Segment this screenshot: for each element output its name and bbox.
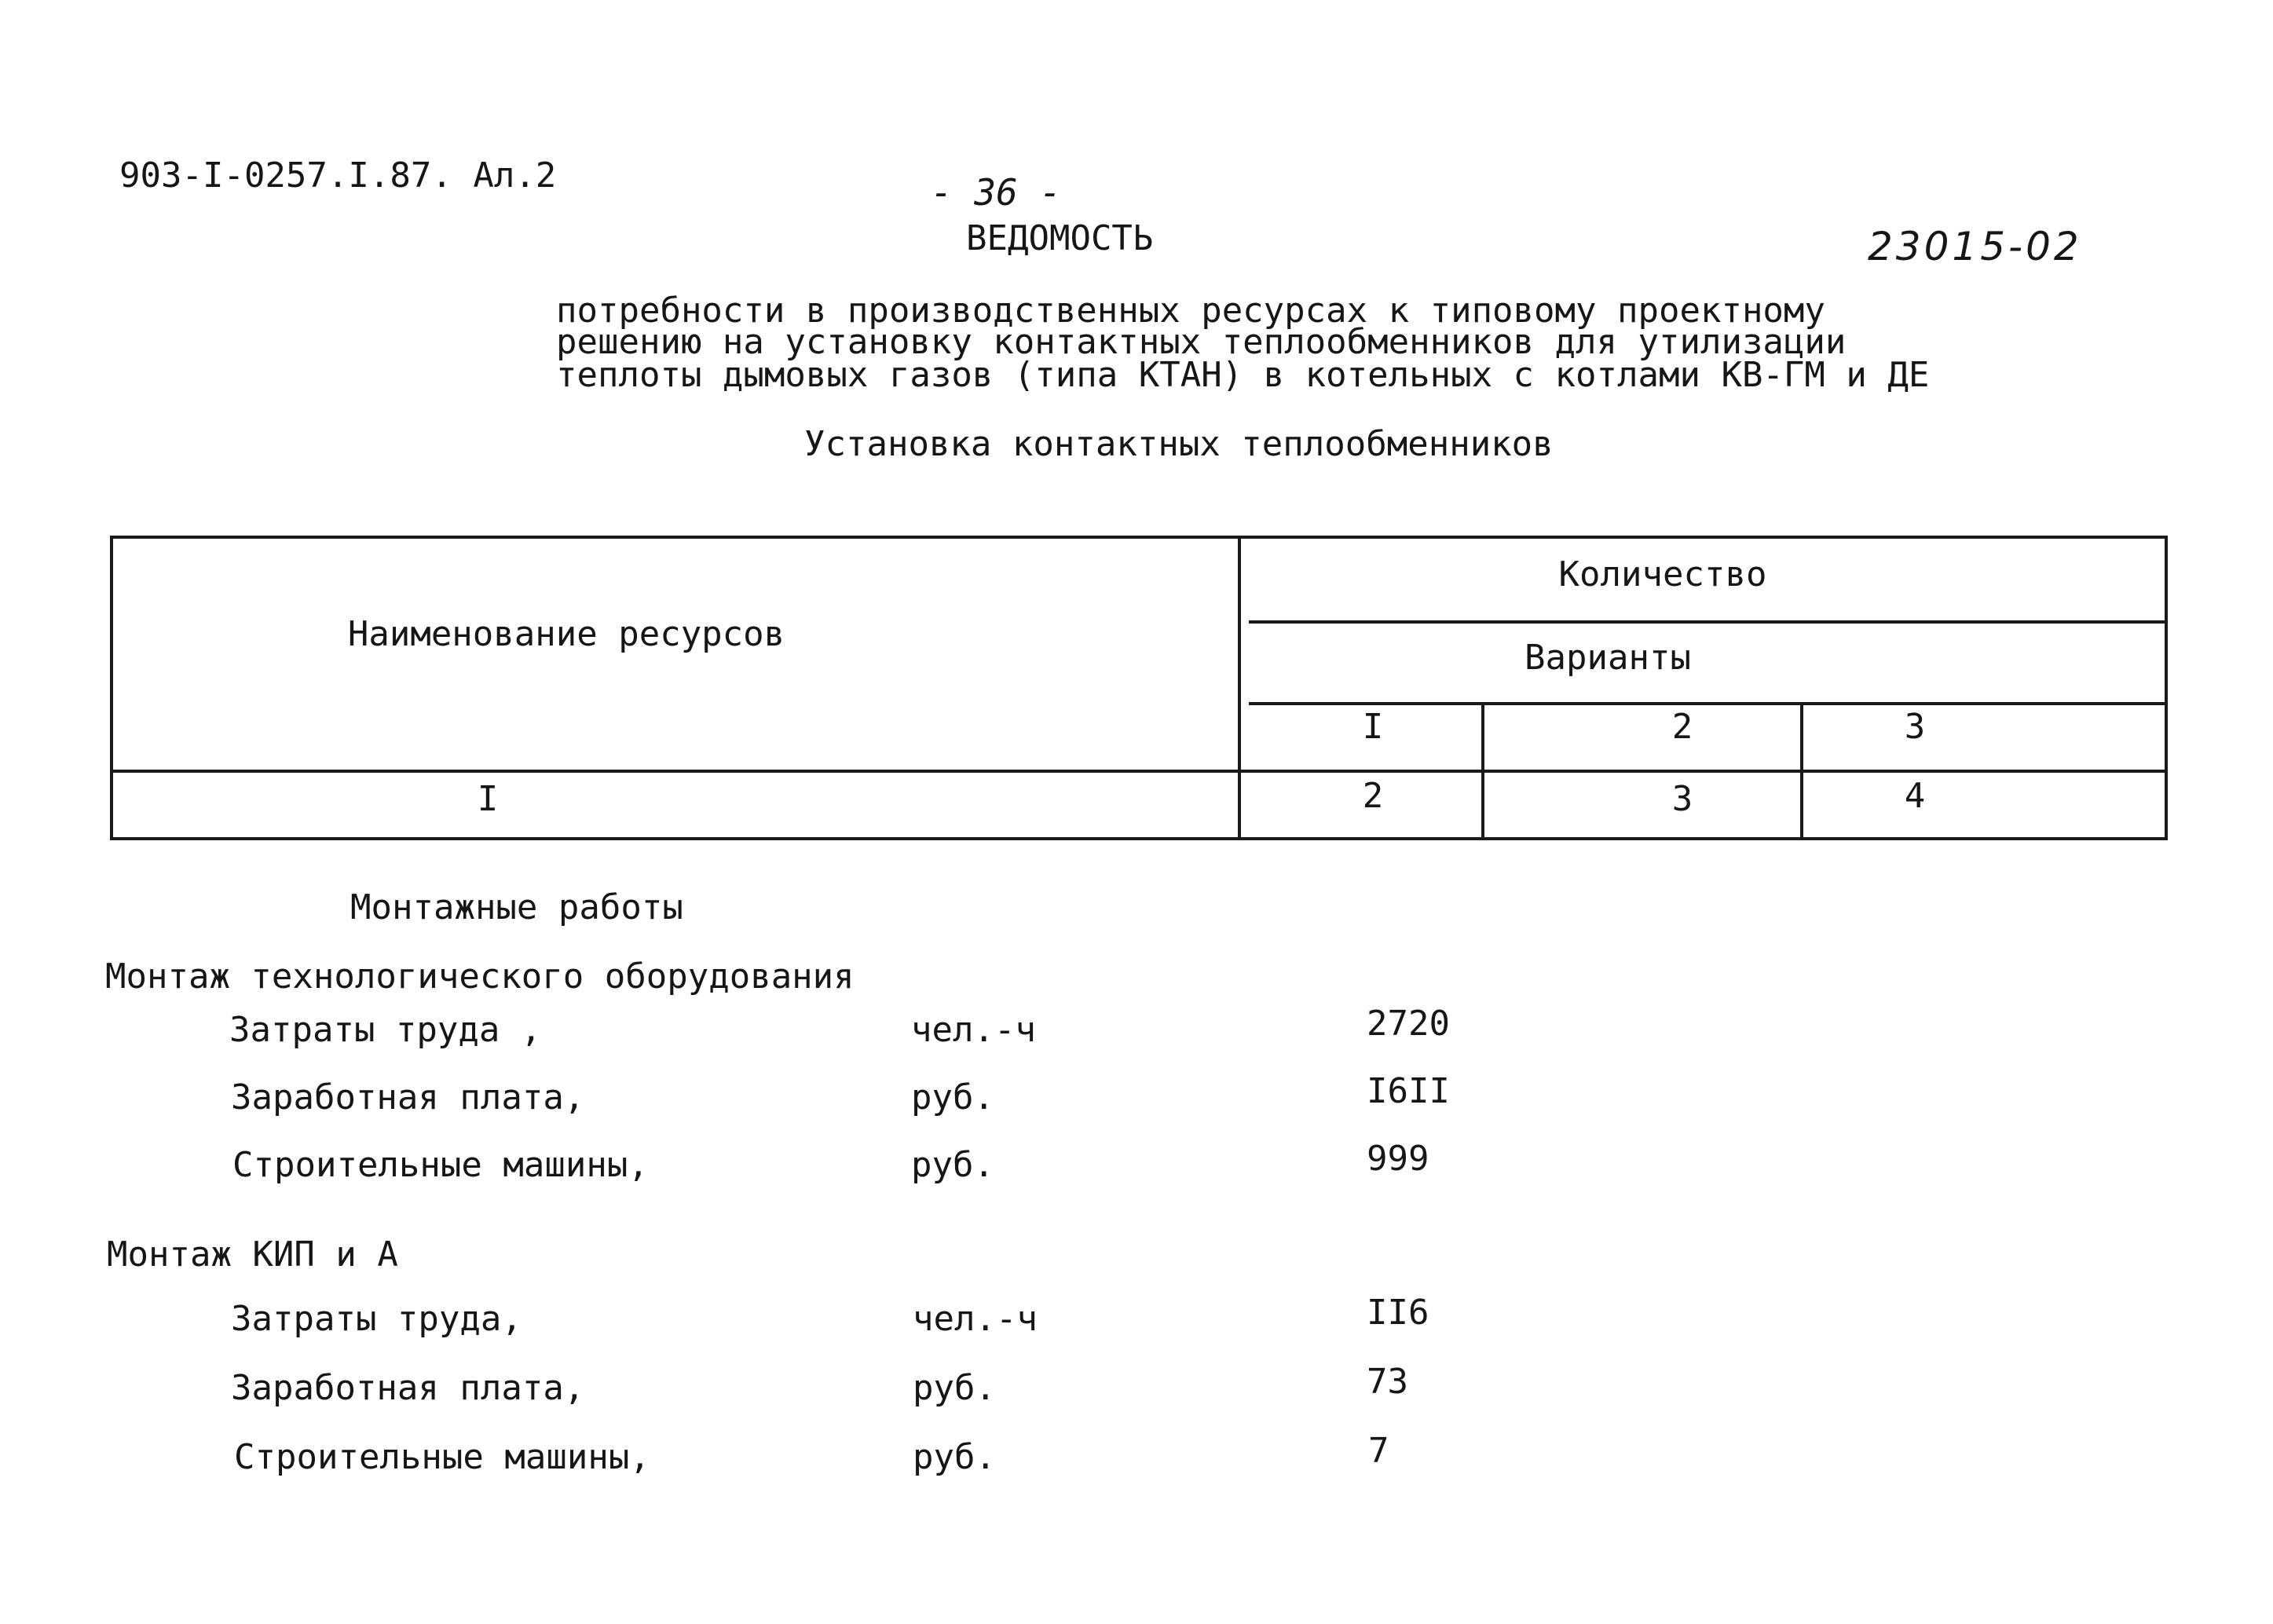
row-value: 2720 <box>1367 1004 1450 1044</box>
section-title-equipment: Монтаж технологического оборудования <box>105 956 855 997</box>
table-border-top <box>110 536 2168 539</box>
row-label: Затраты труда, <box>231 1299 522 1339</box>
subtitle-line-3: теплоты дымовых газов (типа КТАН) в котельных с котлами КВ-ГМ и ДЕ <box>556 355 1930 395</box>
row-unit: руб. <box>911 1077 994 1117</box>
table-divider-col-2 <box>1481 702 1484 840</box>
row-value: 7 <box>1368 1431 1389 1471</box>
group-heading: Монтажные работы <box>350 887 683 927</box>
handwritten-number: 23015-02 <box>1868 224 2082 269</box>
column-number-4: 4 <box>1904 776 1926 816</box>
table-divider-numbers <box>110 770 2168 773</box>
table-border-right <box>2165 536 2168 840</box>
row-value: I6II <box>1367 1071 1450 1111</box>
row-unit: чел.-ч <box>913 1299 1038 1339</box>
row-label: Строительные машины, <box>232 1145 649 1185</box>
row-value: 73 <box>1367 1362 1408 1402</box>
variant-label-2: 2 <box>1671 707 1693 747</box>
table-divider-col-3 <box>1800 702 1803 840</box>
variant-label-1: I <box>1362 707 1384 747</box>
row-unit: руб. <box>913 1368 996 1408</box>
column-number-1: I <box>477 779 499 819</box>
column-header-variants: Варианты <box>1524 638 1691 678</box>
section-heading: Установка контактных теплообменников <box>804 424 1554 464</box>
variant-label-3: 3 <box>1904 707 1926 747</box>
row-unit: чел.-ч <box>911 1010 1036 1050</box>
row-unit: руб. <box>913 1437 996 1477</box>
row-unit: руб. <box>911 1145 994 1185</box>
column-number-3: 3 <box>1671 779 1693 819</box>
row-label: Затраты труда , <box>229 1010 542 1050</box>
row-label: Заработная плата, <box>231 1077 585 1117</box>
table-divider-name <box>1238 536 1241 840</box>
table-border-bottom <box>110 837 2168 840</box>
row-value: II6 <box>1367 1293 1429 1333</box>
page-number: - 36 - <box>931 171 1062 214</box>
row-value: 999 <box>1367 1139 1429 1179</box>
table-border-left <box>110 536 113 840</box>
subtitle-line-1: потребности в производственных ресурсах к типовому проектному <box>556 291 1825 331</box>
resource-table <box>110 536 2168 840</box>
row-label: Заработная плата, <box>231 1368 585 1408</box>
table-divider-quantity <box>1249 620 2168 624</box>
section-title-kip: Монтаж КИП и А <box>107 1234 398 1275</box>
table-divider-variants <box>1249 702 2168 705</box>
subtitle-line-2: решению на установку контактных теплообменников для утилизации <box>556 322 1847 362</box>
document-title: ВЕДОМОСТЬ <box>966 218 1154 258</box>
column-header-resource-name: Наименование ресурсов <box>347 614 785 654</box>
row-label: Строительные машины, <box>234 1437 650 1477</box>
column-header-quantity: Количество <box>1558 554 1767 594</box>
column-number-2: 2 <box>1362 776 1384 816</box>
document-code: 903-I-0257.I.87. Ал.2 <box>119 155 557 196</box>
